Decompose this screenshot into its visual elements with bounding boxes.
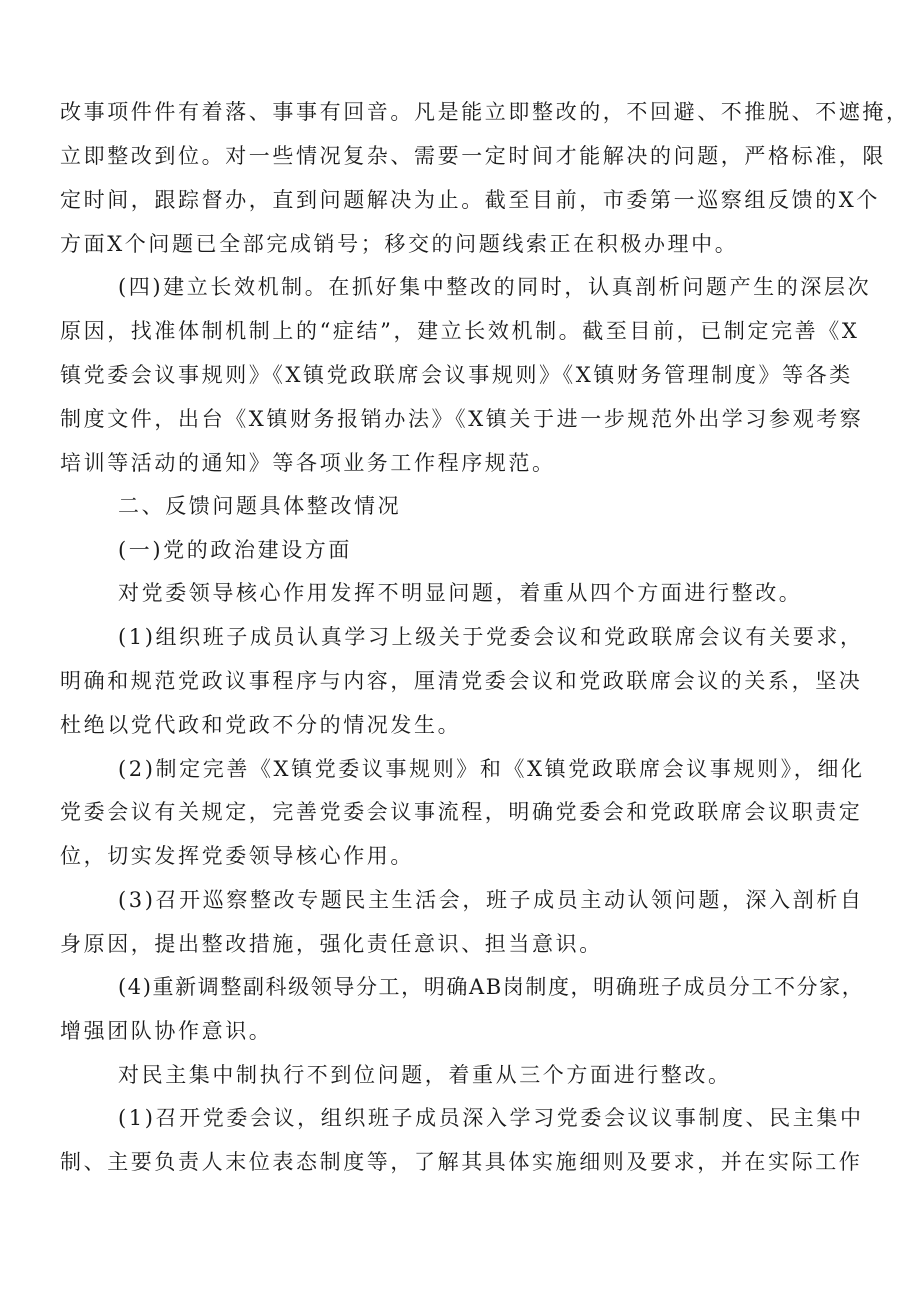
paragraph-line: 制度文件，出台《X镇财务报销办法》《X镇关于进一步规范外出学习参观考察	[60, 407, 864, 431]
paragraph-line: 位，切实发挥党委领导核心作用。	[60, 844, 414, 868]
paragraph-line: 制、主要负责人末位表态制度等，了解其具体实施细则及要求，并在实际工作	[60, 1150, 863, 1174]
chapter-heading: 二、反馈问题具体整改情况	[118, 494, 402, 518]
paragraph-line: 杜绝以党代政和党政不分的情况发生。	[60, 713, 462, 737]
list-item-line: (2)制定完善《X镇党委议事规则》和《X镇党政联席会议事规则》，细化	[118, 757, 865, 781]
list-item-line: (1)组织班子成员认真学习上级关于党委会议和党政联席会议有关要求，	[118, 625, 864, 649]
paragraph-line: 改事项件件有着落、事事有回音。凡是能立即整改的，不回避、不推脱、不遮掩，	[60, 100, 910, 124]
paragraph-line: 对民主集中制执行不到位问题，着重从三个方面进行整改。	[118, 1063, 732, 1087]
paragraph-line: 原因，找准体制机制上的“症结”，建立长效机制。截至目前，已制定完善《X	[60, 319, 860, 343]
paragraph-line: 定时间，跟踪督办，直到问题解决为止。截至目前，市委第一巡察组反馈的X个	[60, 188, 880, 212]
section-heading-four: (四)建立长效机制。在抓好集中整改的同时，认真剖析问题产生的深层次	[118, 275, 872, 299]
paragraph-line: 方面X个问题已全部完成销号；移交的问题线索正在积极办理中。	[60, 232, 739, 256]
list-item-line: (1)召开党委会议，组织班子成员深入学习党委会议议事制度、民主集中	[118, 1106, 864, 1130]
paragraph-line: 对党委领导核心作用发挥不明显问题，着重从四个方面进行整改。	[118, 581, 803, 605]
paragraph-line: 党委会议有关规定，完善党委会议事流程，明确党委会和党政联席会议职责定	[60, 800, 863, 824]
paragraph-line: 明确和规范党政议事程序与内容，厘清党委会议和党政联席会议的关系，坚决	[60, 669, 863, 693]
list-item-line: (3)召开巡察整改专题民主生活会，班子成员主动认领问题，深入剖析自	[118, 888, 864, 912]
list-item-line: (4)重新调整副科级领导分工，明确AB岗制度，明确班子成员分工不分家，	[118, 975, 865, 999]
subsection-heading: (一)党的政治建设方面	[118, 538, 352, 562]
paragraph-line: 培训等活动的通知》等各项业务工作程序规范。	[60, 451, 556, 475]
paragraph-line: 增强团队协作意识。	[60, 1019, 273, 1043]
paragraph-line: 镇党委会议事规则》《X镇党政联席会议事规则》《X镇财务管理制度》等各类	[60, 363, 853, 387]
paragraph-line: 身原因，提出整改措施，强化责任意识、担当意识。	[60, 932, 603, 956]
paragraph-line: 立即整改到位。对一些情况复杂、需要一定时间才能解决的问题，严格标准，限	[60, 144, 886, 168]
